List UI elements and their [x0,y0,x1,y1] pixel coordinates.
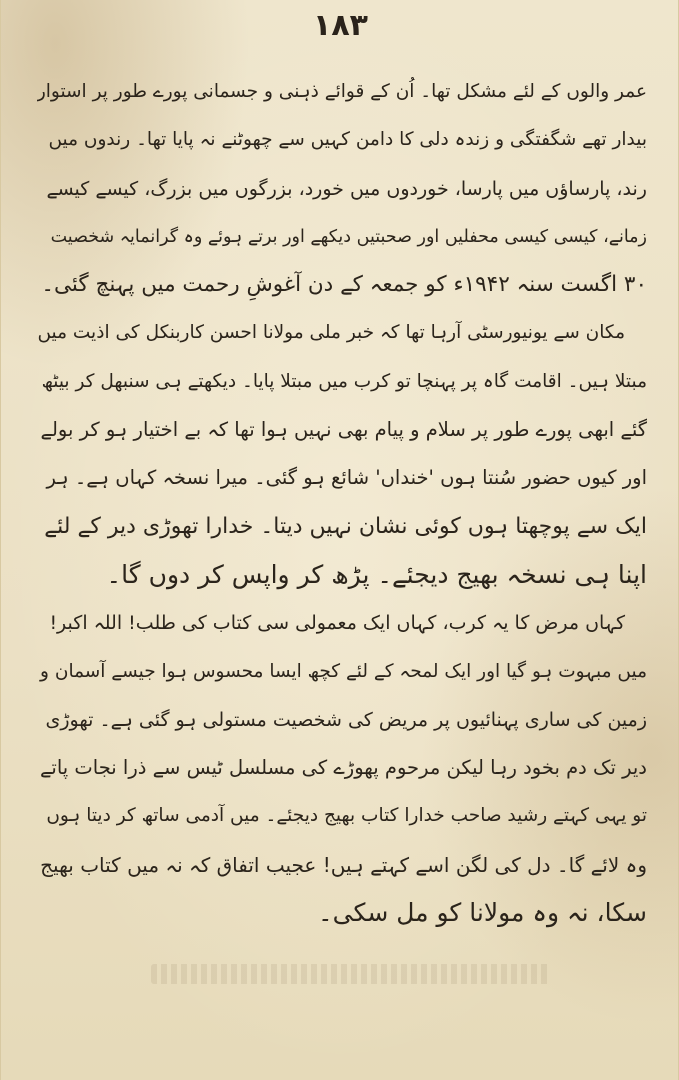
text-line: زمین کی ساری پہنائیوں پر مریض کی شخصیت مستولی ہو گئی ہے۔ تھوڑی [45,708,647,731]
text-line: وہ لائے گا۔ دل کی لگن اسے کہتے ہیں! عجیب اتفاق کہ نہ میں کتاب بھیج [40,852,647,877]
page-body [37,68,647,937]
text-line: مبتلا ہیں۔ اقامت گاہ پر پہنچا تو کرب میں مبتلا پایا۔ دیکھتے ہی سنبھل کر بیٹھ [41,370,647,392]
text-line: سکا، نہ وہ مولانا کو مل سکی۔ [318,898,647,928]
text-line: تو یہی کہتے رشید صاحب خدارا کتاب بھیج دیجئے۔ میں آدمی ساتھ کر دیتا ہوں [46,805,647,827]
text-line: گئے ابھی پورے طور پر سلام و پیام بھی نہیں ہوا تھا کہ بے اختیار ہو کر بولے [40,418,647,442]
text-line: رند، پارساؤں میں پارسا، خوردوں میں خورد، بزرگوں میں بزرگ، کیسے کیسے [46,177,647,200]
text-line: ایک سے پوچھتا ہوں کوئی نشان نہیں دیتا۔ خدارا تھوڑی دیر کے لئے [44,513,647,539]
show-through-text [151,964,551,984]
text-line: مکان سے یونیورسٹی آرہا تھا کہ خبر ملی مولانا احسن کاربنکل کی اذیت میں [37,322,625,344]
text-line: عمر والوں کے لئے مشکل تھا۔ اُن کے قوائے ذہنی و جسمانی پورے طور پر استوار [37,81,647,102]
text-line: کہاں مرض کا یہ کرب، کہاں ایک معمولی سی کتاب کی طلب! اللہ اکبر! [49,612,625,635]
text-line: ۳۰ اگست سنہ ۱۹۴۲ء کو جمعہ کے دن آغوشِ رحمت میں پہنچ گئی۔ [41,272,647,298]
text-line: دیر تک دم بخود رہا لیکن مرحوم پھوڑے کی مسلسل ٹیس سے ذرا نجات پاتے [39,756,647,780]
text-line: اپنا ہی نسخہ بھیج دیجئے۔ پڑھ کر واپس کر دوں گا۔ [106,559,647,589]
text-line: زمانے، کیسی کیسی محفلیں اور صحبتیں دیکھے اور برتے ہوئے وہ گرانمایہ شخصیت [50,226,647,247]
text-line: اور کیوں حضور سُنتا ہوں 'خنداں' شائع ہو گئی۔ میرا نسخہ کہاں ہے۔ ہر [46,466,647,490]
text-line: بیدار تھے شگفتگی و زندہ دلی کا دامن کہیں سے چھوٹنے نہ پایا تھا۔ رندوں میں [48,129,647,151]
page-number: ۱۸۳ [313,8,368,43]
text-line: میں مبہوت ہو گیا اور ایک لمحہ کے لئے کچھ ایسا محسوس ہوا جیسے آسمان و [40,660,647,682]
